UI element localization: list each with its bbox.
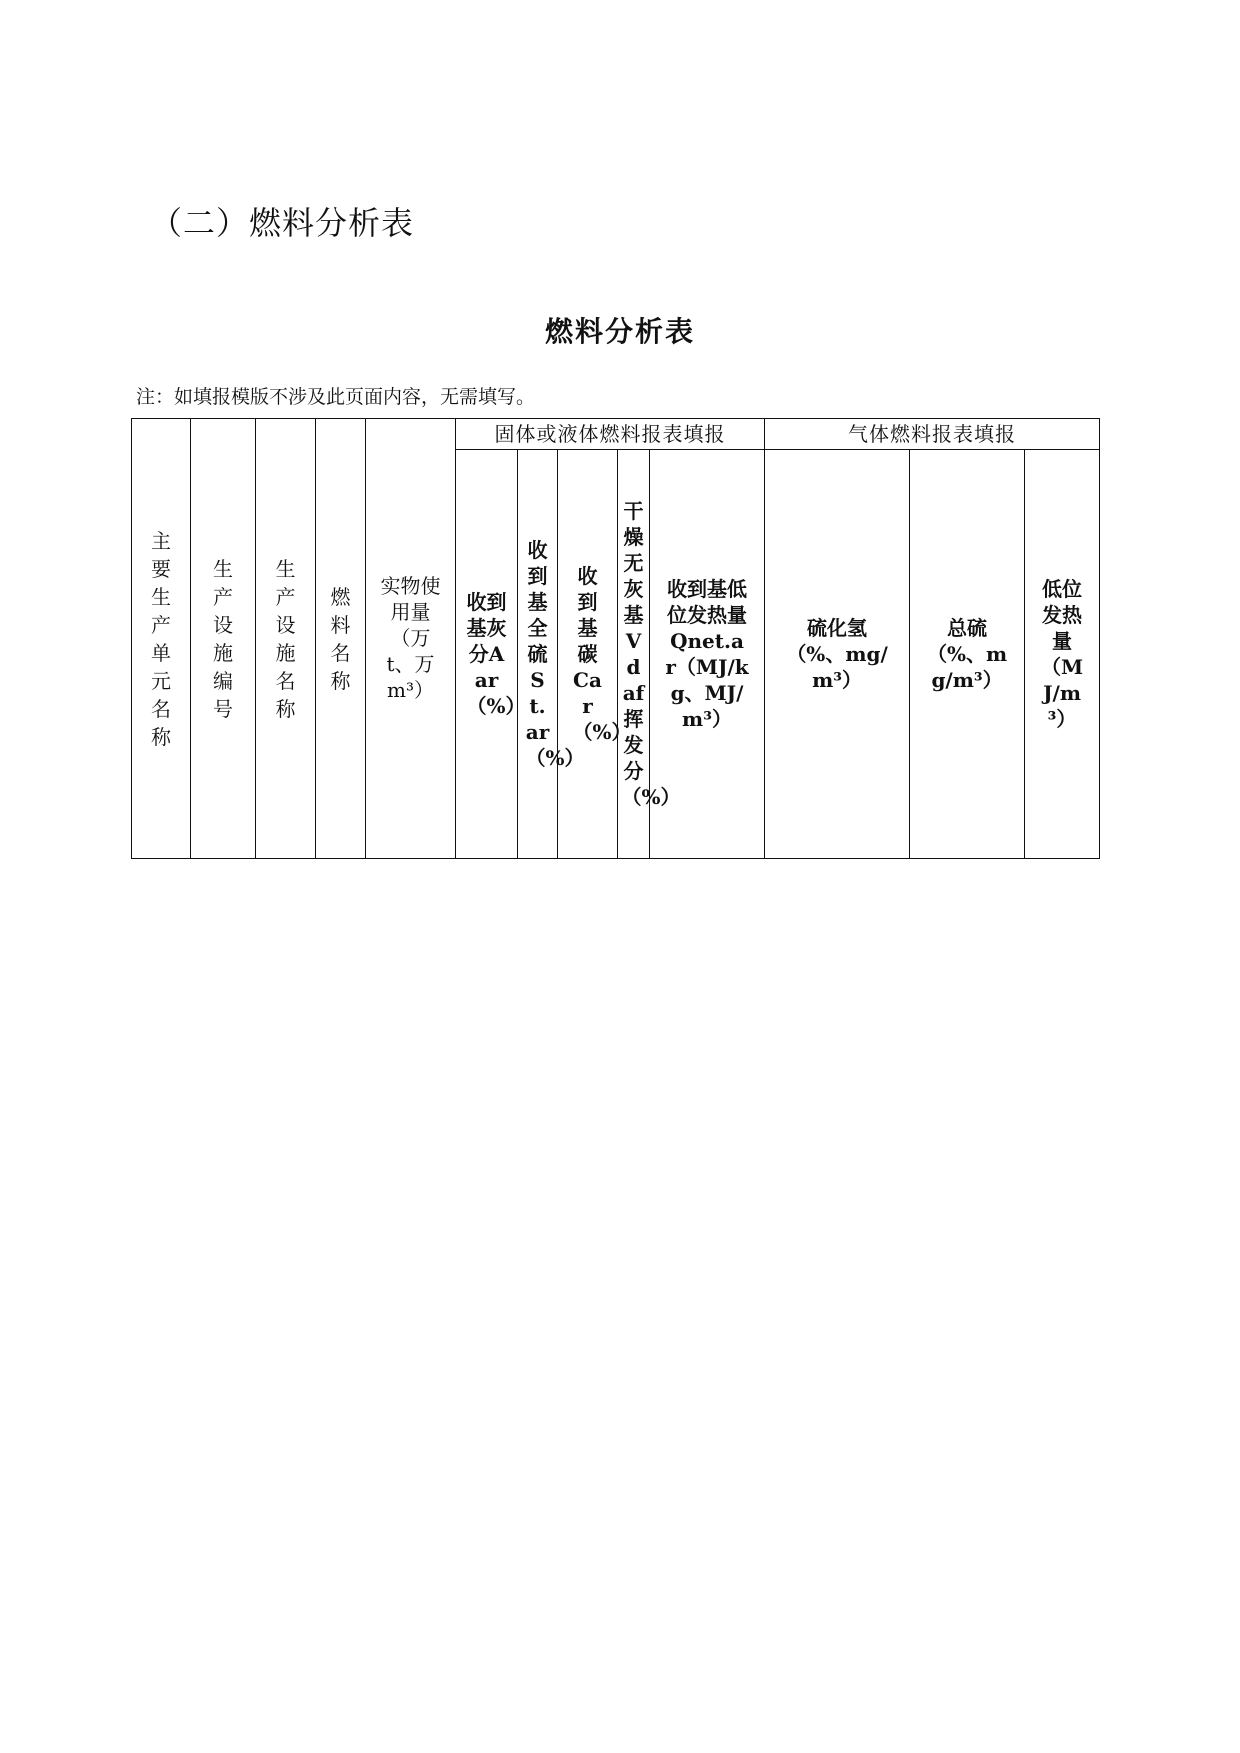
section-heading: （二）燃料分析表: [150, 204, 415, 242]
header-ash: 收到基灰分Aar（%）: [456, 450, 518, 859]
header-total-sulfur: 总硫（%、mg/m³）: [910, 450, 1025, 859]
group-gas: 气体燃料报表填报: [765, 419, 1100, 450]
fuel-analysis-table: [131, 418, 1100, 859]
group-solid-liquid: 固体或液体燃料报表填报: [456, 419, 765, 450]
header-usage: 实物使用量（万t、万m³）: [366, 419, 456, 859]
header-facility-code: 生产设施编号: [191, 419, 256, 859]
header-low-heat: 收到基低位发热量Qnet.ar（MJ/kg、MJ/m³）: [650, 450, 765, 859]
header-volatile: 干燥无灰基Vdaf挥发分（%）: [618, 450, 650, 859]
table-title: 燃料分析表: [544, 315, 695, 348]
header-gas-low-heat: 低位发热量（MJ/m³）: [1025, 450, 1100, 859]
header-facility-name: 生产设施名称: [256, 419, 316, 859]
header-sulfur: 收到基全硫St.ar（%）: [518, 450, 558, 859]
header-row-groups: [132, 419, 1100, 450]
note-text: 注：如填报模版不涉及此页面内容，无需填写。: [136, 386, 536, 408]
header-h2s: 硫化氢（%、mg/m³）: [765, 450, 910, 859]
header-fuel-name: 燃料名称: [316, 419, 366, 859]
header-carbon: 收到基碳Car（%）: [558, 450, 618, 859]
header-main-unit: 主要生产单元名称: [132, 419, 191, 859]
